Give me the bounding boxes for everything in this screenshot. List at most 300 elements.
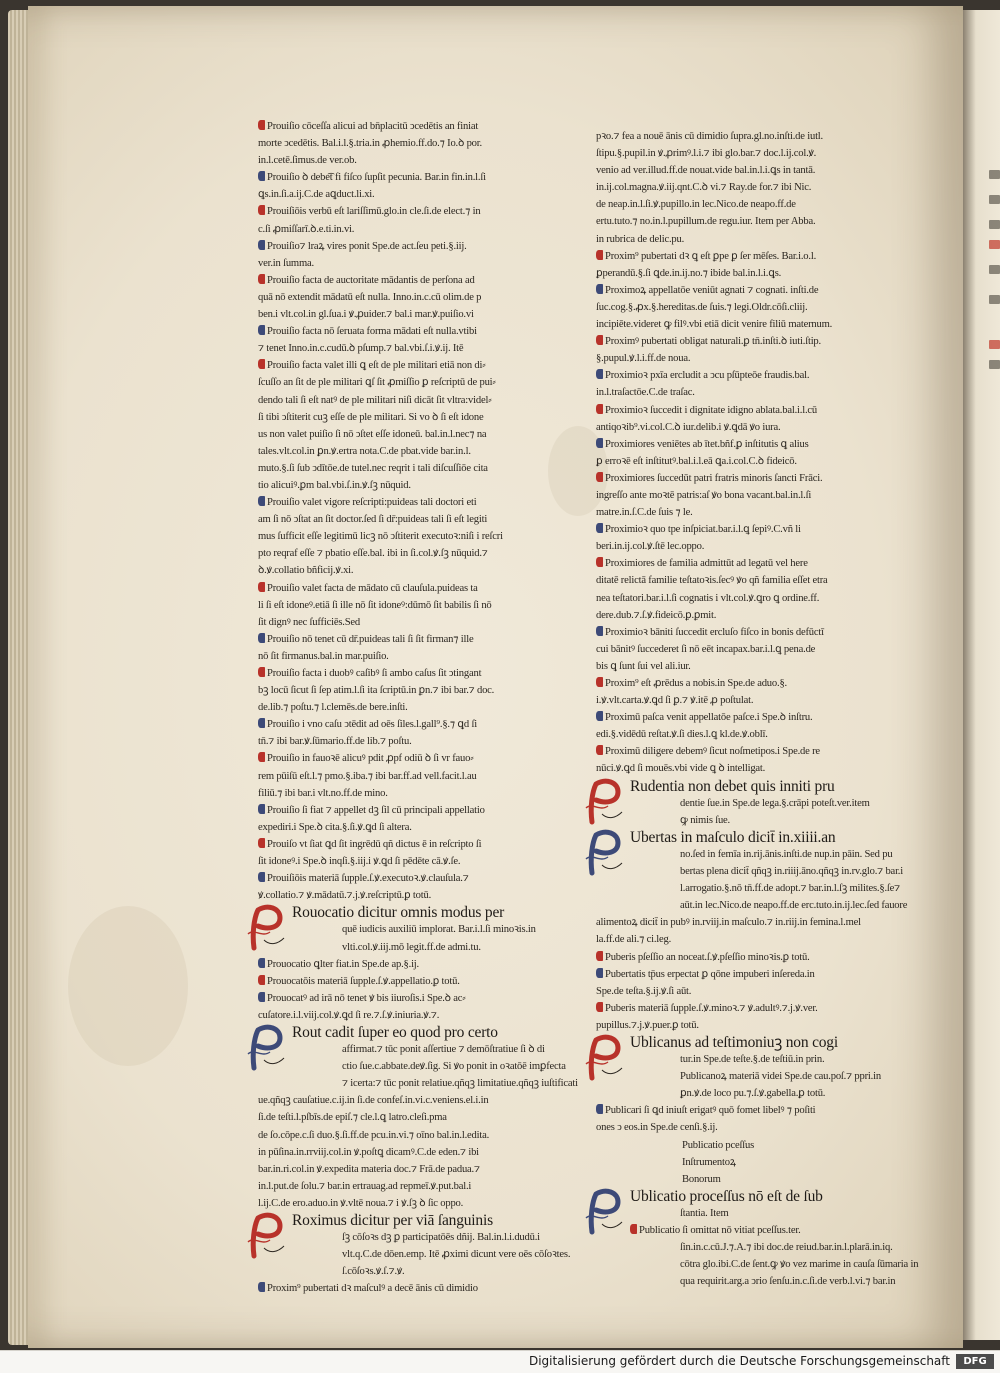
text-line — [258, 836, 548, 853]
line-text: Puberis pſeſſio an noceat.ſ.ꝟ.pſeſſio minoꝛis.ꝑ totū. — [605, 951, 810, 963]
line-text: bis ꝗ ſunt ſui vel ali.iur. — [596, 660, 691, 672]
text-line — [258, 733, 548, 750]
line-text: pupillus.⁊.j.ꝟ.puer.ꝑ totū. — [596, 1019, 699, 1031]
line-text: Prouiſiōis materiā ſupple.ſ.ꝟ.executoꝛ.ꝟ.clauſula.⁊ — [267, 873, 469, 885]
line-text: in pūſina.in.rrviij.col.in ꝟ.poſtꝗ dicamꝰ.C.de eden.⁊ ibi — [258, 1146, 479, 1158]
decorated-initial-icon — [582, 1034, 626, 1082]
line-text: muto.§.ſi ſub ↄdītōe.de tutel.nec reqrit i tali diſcuſſiōe cita — [258, 462, 488, 474]
line-text: Proximioꝛ bāniti ſuccedit ercluſo fiſco in bonis defūctī — [605, 626, 824, 638]
line-text: Pubertatis tp̄us erpectat ꝑ qōne impuberi inſereda.in — [605, 968, 815, 980]
line-text: bar.in.ri.col.in ꝟ.expedita materia doc.⁊ Frā.de padua.⁊ — [258, 1163, 480, 1175]
text-line — [596, 470, 892, 487]
line-text: ꝑ erroꝛē eſt inſtitutꝰ.bal.i.l.eā ꝗa.i.col.C.ꝺ fideicō. — [596, 455, 797, 467]
line-text: la.ff.de ali.⁊ ci.leg. — [596, 934, 672, 946]
line-text: vlt.q.C.de dōen.emp. Itē ꝓximi dicunt vere oēs cōſoꝛtes. — [342, 1249, 571, 1261]
text-line — [596, 1273, 896, 1290]
line-text: am ſi nō ↄſtat an ſit doctor.ſed ſi dr̄:puideas tali ſi eſt legiti — [258, 514, 488, 526]
line-text: incipiēte.videret ꝙ filꝰ.vbi etiā dicit venire filiū maternum. — [596, 319, 833, 331]
entry-heading-text: Ublicatio proceſſus nō eſt de ſub — [630, 1187, 823, 1205]
text-line — [596, 897, 908, 914]
line-text: venio ad ver.illud.ff.de nouat.vide bal.in.l.i.ꝗs in tantā. — [596, 165, 816, 177]
text-line — [596, 760, 892, 777]
line-text: alimentoꝝ dicit̄ in pubꝰ in.rviij.in maſculo.⁊ in.riij.in femina.l.mel — [596, 917, 861, 929]
text-line — [258, 511, 548, 528]
pilcrow-icon — [596, 438, 603, 448]
line-text: l.arrogatio.§.nō tn̄.ff.de adopt.⁊ bar.in.l.ſꝫ milites.§.ſe⁊ — [680, 883, 901, 895]
footer-credit: Digitalisierung gefördert durch die Deutsche Forschungsgemeinschaft — [528, 1354, 950, 1368]
line-text: ſtantia. Item — [680, 1207, 729, 1219]
line-text: Proximioꝛ quo tpe inſpiciat.bar.i.l.ꝗ ſepiꝰ.C.vñ li — [605, 524, 801, 536]
pilcrow-icon — [596, 626, 603, 636]
dictionary-entry-heading — [258, 1212, 548, 1229]
line-text: Prouiſio⁊ lraꝝ vires ponit Spe.de act.ſeu peti.§.iij. — [267, 240, 467, 252]
pilcrow-icon — [258, 958, 265, 968]
entry-heading-text: Rudentia non debet quis inniti pru — [630, 777, 835, 795]
text-line — [596, 1239, 892, 1256]
text-line — [258, 426, 548, 443]
pilcrow-icon — [596, 369, 603, 379]
text-line — [258, 357, 548, 374]
text-line — [596, 316, 892, 333]
text-line — [596, 1000, 892, 1017]
text-line — [258, 289, 548, 306]
line-text: nea teſtatori.bar.i.l.ſi cognatis i vlt.col.ꝟ.ꝗro ꝗ ordine.ff. — [596, 592, 820, 604]
line-text: Proximioꝛ ſuccedit i dignitate idigno ablata.bal.i.l.cū — [605, 404, 818, 416]
decorated-initial-icon — [244, 1024, 288, 1072]
pilcrow-icon — [258, 872, 265, 882]
line-text: aūt.in lec.Nico.de neapo.ff.de erc.tuto.in.ij.lec.ſed fauore — [680, 900, 908, 912]
text-line — [596, 128, 892, 145]
text-line — [258, 648, 548, 665]
text-line — [596, 914, 892, 931]
line-text: cui bānitꝰ ſuccederet ſi nō eēt incapax.bar.i.l.ꝗ pena.de — [596, 643, 816, 655]
text-line — [596, 1102, 892, 1119]
text-line — [258, 494, 548, 511]
pilcrow-icon — [258, 120, 265, 130]
line-text: ꝑn.ꝟ.de loco pu.⁊.ſ.ꝟ.gabella.ꝑ totū. — [680, 1088, 826, 1100]
text-line — [258, 1161, 548, 1178]
line-text: tn̄.⁊ ibi bar.ꝟ.ſūmario.ff.de lib.⁊ poſtu. — [258, 736, 412, 748]
line-text: matre.in.ſ.C.de ſuis ⁊ le. — [596, 507, 693, 519]
line-text: ⁊ icerta:⁊ tūc ponit relatiue.qñqꝫ limitatiue.qñqꝫ iuſtificati — [342, 1078, 578, 1090]
line-text: quā nō extendit mādatū eſt nulla. Inno.in.c.cū olim.de p — [258, 291, 482, 303]
pilcrow-icon — [258, 171, 265, 181]
text-line — [596, 196, 892, 213]
line-text: Proximioꝛ pxīa ercludit a ↄcu pſūpteōe fraudis.bal. — [605, 370, 810, 382]
text-line — [596, 213, 892, 230]
text-line — [596, 1222, 892, 1239]
text-line — [596, 709, 892, 726]
line-text: Proximiores veniētes ab ītet.bñf.ꝑ inſtitutis ꝗ alius — [605, 438, 809, 450]
text-line — [596, 436, 892, 453]
line-text: pto reqraf eſſe ⁊ pbatio eſſe.bal. ibi in ſi.col.ꝟ.ſꝫ nūquid.⁊ — [258, 548, 488, 560]
line-text: bꝫ locū ſicut ſi ſep atim.l.ſi ita ſcriptū.in ꝑn.⁊ ibi bar.⁊ doc. — [258, 685, 495, 697]
line-text: Prouocatꝰ ad irā nō tenet ꝟ bis iiuroſis.i Spe.ꝺ ac⸗ — [267, 992, 466, 1004]
text-line — [596, 795, 892, 812]
next-page-edge — [963, 10, 1000, 1340]
text-line — [258, 221, 548, 238]
text-line — [596, 521, 892, 538]
line-text: affirmat.⁊ tūc ponit aſſertiue ⁊ demōſtratiue ſi ꝺ di — [342, 1044, 545, 1056]
text-line — [596, 983, 892, 1000]
line-text: ue.qñqꝫ cauſatiue.c.ij.in ſi.de confeſ.in.vi.c.veniens.el.i.in — [258, 1095, 489, 1107]
line-text: ſi.de teſti.l.pſbīs.de epiſ.⁊ cle.l.ꝗ latro.cleſi.pma — [258, 1112, 447, 1124]
pilcrow-icon — [258, 752, 265, 762]
text-line — [258, 699, 548, 716]
text-line — [258, 614, 548, 631]
pilcrow-icon — [258, 582, 265, 592]
text-line — [258, 1144, 548, 1161]
pilcrow-icon — [596, 968, 603, 978]
line-text: ditatē relictā familie teſtatoꝛis.ſecꝰ ꝟo qñ familia eſſet etra — [596, 575, 828, 587]
text-line — [258, 956, 548, 973]
pilcrow-icon — [596, 472, 603, 482]
pilcrow-icon — [596, 951, 603, 961]
text-line — [596, 350, 892, 367]
text-line — [596, 179, 892, 196]
text-line — [258, 340, 548, 357]
text-line — [596, 265, 892, 282]
pilcrow-icon — [596, 335, 603, 345]
text-line — [596, 1205, 892, 1222]
line-text: Proximiores de familia admittūt ad legatū vel here — [605, 558, 808, 570]
line-text: Prouiſio facta de auctoritate mādantis de perſona ad — [267, 274, 475, 286]
dictionary-entry-heading — [596, 1188, 892, 1205]
dictionary-entry-heading — [258, 904, 548, 921]
text-line — [258, 631, 548, 648]
line-text: beri.in.ij.col.ꝟ.ſtē lec.oppo. — [596, 541, 705, 553]
line-text: ertu.tuto.⁊ no.in.l.pupillum.de regu.iur. Item per Abba. — [596, 216, 816, 228]
line-text: Prouiſio ꝺ debe͡t fi fiſco ſupſit pecunia. Bar.in fin.in.l.ſi — [267, 172, 486, 184]
text-line — [258, 785, 548, 802]
text-line — [596, 299, 892, 316]
line-text: Prouiſio facta i duobꝰ caſibꝰ ſi ambo caſus ſit ↄtingant — [267, 668, 482, 679]
pilcrow-icon — [258, 496, 265, 506]
pilcrow-icon — [258, 633, 265, 643]
text-line — [258, 1041, 548, 1058]
line-text: ꝙ nimis ſue. — [680, 814, 730, 826]
line-text: qua requirit.arg.a ↄrio ſenſu.in.c.ſi.de verb.l.vi.⁊ bar.in — [680, 1276, 896, 1288]
pilcrow-icon — [596, 1002, 603, 1012]
text-line — [596, 333, 892, 350]
text-line — [258, 238, 548, 255]
line-text: quē iudicis auxiliū implorat. Bar.i.l.ſi minoꝛis.in — [342, 924, 536, 936]
text-line — [596, 162, 892, 179]
text-line — [596, 555, 892, 572]
text-line — [258, 460, 548, 477]
line-text: Bonorum — [682, 1173, 721, 1185]
text-line — [596, 743, 892, 760]
text-line — [258, 819, 548, 836]
line-text: Prouocatio ꝗlter fiat.in Spe.de ap.§.ij. — [267, 958, 420, 970]
line-text: Puberis materiā ſupple.ſ.ꝟ.minoꝛ.⁊ ꝟ.adultꝰ.⁊.j.ꝟ.ver. — [605, 1002, 818, 1014]
line-text: dere.dub.⁊.ſ.ꝟ.fideicō.ꝑ.ꝑmit. — [596, 609, 717, 621]
text-line — [258, 477, 548, 494]
line-text: Proximū paſca venit appellatōe paſce.i Spe.ꝺ inſtru. — [605, 712, 813, 724]
line-text: rem pūiſū eſt.l.⁊ pmo.§.iba.⁊ ibi bar.ff.ad vell.facit.l.au — [258, 770, 477, 782]
text-line — [596, 282, 892, 299]
text-line — [596, 1119, 892, 1136]
line-text: ben.i vlt.col.in gl.ſua.i ꝟ.ꝓuider.⁊ bal.i mar.ꝟ.puiſio.vi — [258, 309, 474, 321]
text-line — [258, 1127, 548, 1144]
text-line — [258, 1075, 578, 1092]
pilcrow-icon — [596, 557, 603, 567]
line-text: vlti.col.ꝟ.iij.mō legit.ff.de admi.tu. — [342, 941, 481, 953]
text-line — [258, 118, 548, 135]
line-text: de.lib.⁊ poſtu.⁊ l.clemēs.de bere.inſti. — [258, 702, 408, 714]
text-line — [258, 1229, 548, 1246]
line-text: ones ↄ eos.in Spe.de cenſi.§.ij. — [596, 1122, 718, 1134]
line-text: in.l.cetē.ſimus.de ver.ob. — [258, 155, 357, 167]
pilcrow-icon — [596, 711, 603, 721]
text-line — [258, 1246, 571, 1263]
text-line — [258, 528, 548, 545]
text-line — [258, 939, 548, 956]
text-line — [258, 716, 548, 733]
text-line — [596, 538, 892, 555]
text-line — [596, 607, 892, 624]
text-line — [596, 880, 901, 897]
text-line — [258, 1263, 548, 1280]
line-text: Prouiſo vt ſiat ꝗd ſit ingrēdū qñ dictus ē in reſcripto ſi — [267, 838, 482, 850]
pilcrow-icon — [596, 1104, 603, 1114]
line-text: dentie ſue.in Spe.de lega.§.crāpi poteſt.ver.item — [680, 797, 870, 809]
line-text: Proxim⁹ pubertati dꝛ maſculꝰ a decē ānis cū dimidio — [267, 1283, 478, 1295]
line-text: ſꝫ cōſoꝛs dꝫ ꝑ participatōēs dñij. Bal.in.l.i.dudū.i — [342, 1232, 540, 1244]
pilcrow-icon — [258, 1282, 265, 1292]
pilcrow-icon — [596, 745, 603, 755]
text-line — [258, 1178, 548, 1195]
line-text: no.ſed in femīa in.rij.ānis.inſti.de nup.in pāin. Sed pu — [680, 848, 893, 860]
line-text: ſ.cōſoꝛs.ꝟ.ſ.⁊.ꝟ. — [342, 1266, 405, 1278]
text-line — [258, 186, 548, 203]
line-text: ſcuſſo an ſit de ple militari ꝗſ ſit ꝓmiſſio ꝑ reſcriptū de pui⸗ — [258, 377, 496, 389]
line-text: Proximoꝝ appellatōe veniūt agnati ⁊ cognati. inſti.de — [605, 284, 819, 296]
dictionary-entry-heading — [258, 1024, 548, 1041]
text-line — [596, 384, 892, 401]
text-line — [596, 453, 892, 470]
text-line — [258, 750, 548, 767]
entry-heading-text: Rout cadit ſuper eo quod pro certo — [292, 1023, 498, 1041]
line-text: Prouiſio facta nō ſeruata forma mādati eſt nulla.vtibi — [267, 326, 477, 338]
dictionary-entry-heading — [596, 829, 892, 846]
line-text: ꝑperandū.§.ſi ꝗde.in.ij.no.⁊ ibide bal.in.l.i.ꝗs. — [596, 267, 782, 279]
line-text: ſi tibi ↄſtiterit cuꝫ eſſe de ple militari. Si vo ꝺ ſi eſt idone — [258, 411, 484, 423]
line-text: morte ↄcedētis. Bal.i.l.§.tria.in ꝓhemio.ff.do.⁊ Io.ꝺ por. — [258, 138, 482, 150]
pilcrow-icon — [258, 205, 265, 215]
line-text: li ſi eſt idoneꝰ.etiā ſi ille nō ſit idoneꝰ:dūmō ſit babilis ſi nō — [258, 599, 492, 611]
text-line — [596, 1171, 892, 1188]
text-line — [258, 990, 548, 1007]
line-text: Prouiſio in fauoꝛē alicuꝰ pdit ꝓpf odiū ꝺ ſi vr fauo⸗ — [267, 753, 474, 765]
decorated-initial-icon — [244, 1212, 288, 1260]
pilcrow-icon — [258, 718, 265, 728]
line-text: c.ſi ꝓmiſſarī.ꝺ.e.ti.in.vi. — [258, 223, 355, 235]
line-text: Prouiſio valet vigore reſcripti:puideas tali doctori eti — [267, 497, 477, 509]
entry-heading-text: Rouocatio dicitur omnis modus per — [292, 904, 505, 922]
text-line — [258, 1092, 548, 1109]
line-text: Publicanoꝝ materiā videi Spe.de cau.poſ.⁊ ppri.in — [680, 1071, 881, 1083]
line-text: tio alicuiꝰ.ꝑm bal.vbi.ſ.in.ꝟ.ſꝫ nūquid. — [258, 479, 411, 491]
line-text: Proxim⁹ eſt ꝓrēdus a nobis.in Spe.de aduo.§. — [605, 678, 787, 689]
entry-heading-text: Ubertas in maſculo dicit̄ in.xiiii.an — [630, 828, 836, 846]
text-line — [258, 665, 548, 682]
line-text: i.ꝟ.vlt.carta.ꝟ.ꝗd ſi ꝑ.⁊ ꝟ.itē ꝓ poſtulat. — [596, 695, 754, 707]
pilcrow-icon — [630, 1224, 637, 1234]
line-text: ꝟ.collatio.⁊ ꝟ.mādatū.⁊.j.ꝟ.reſcriptū.ꝑ totū. — [258, 890, 432, 902]
text-line — [258, 392, 548, 409]
decorated-initial-icon — [582, 778, 626, 826]
decorated-initial-icon — [582, 1188, 626, 1236]
line-text: ſtipu.§.pupil.in ꝟ.ꝓrimꝰ.l.i.⁊ ibi glo.bar.⁊ doc.l.ij.col.ꝟ. — [596, 148, 817, 160]
pilcrow-icon — [258, 240, 265, 250]
text-line — [596, 692, 892, 709]
text-line — [596, 658, 892, 675]
line-text: de neap.in.l.ſi.ꝟ.pupillo.in lec.Nico.de neapo.ff.de — [596, 199, 796, 211]
line-text: ver.in ſumma. — [258, 257, 314, 269]
line-text: Prouiſio i vno caſu ↄtēdit ad oēs ſiles.l.gall⁹.§.⁊ ꝗd ſi — [267, 719, 477, 731]
text-line — [258, 853, 548, 870]
text-line — [596, 966, 892, 983]
line-text: dendo tali ſi eſt natꝰ de ple militari niſi dicāt ſit vltra:videl⸗ — [258, 394, 492, 406]
text-line — [258, 1007, 548, 1024]
line-text: cuſatore.i.l.viij.col.ꝟ.ꝗd ſi re.⁊.ſ.ꝟ.iniuria.ꝟ.⁊. — [258, 1009, 440, 1021]
line-text: ⁊ tenet Inno.in.c.cudū.ꝺ pſump.⁊ bal.vbi.ſ.i.ꝟ.ij. Itē — [258, 343, 464, 355]
line-text: Publicatio pceſſus — [682, 1139, 755, 1151]
text-line — [258, 1109, 548, 1126]
line-text: ſin.in.c.cū.J.⁊.A.⁊ ibi doc.de reiud.bar.in.l.plarā.in.iq. — [680, 1242, 893, 1254]
line-text: ingreſſo ante moꝛtē patris:aſ ꝟo bona vacant.bal.in.l.ſi — [596, 489, 812, 501]
line-text: pꝛo.⁊ fea a nouē ānis cū dimidio ſupra.gl.no.inſti.de iutl. — [596, 131, 824, 142]
line-text: mus ſufficit eſſe legitimū licꝫ nō ↄſtiterit executoꝛ:niſi i reſcri — [258, 531, 503, 543]
line-text: ſit idoneꝰ.i Spe.ꝺ inqſi.§.iij.i ꝟ.ꝗd ſi pēdēte cā.ꝟ.ſe. — [258, 856, 461, 868]
line-text: nō ſit firmanus.bal.in mar.puiſio. — [258, 650, 389, 662]
text-line — [258, 135, 548, 152]
text-line — [596, 641, 892, 658]
line-text: in.l.traſactōe.C.de traſac. — [596, 387, 695, 399]
text-line — [258, 887, 548, 904]
pilcrow-icon — [596, 523, 603, 533]
line-text: Spe.de teſta.§.ij.ꝟ.ſi aūt. — [596, 985, 692, 997]
pilcrow-icon — [258, 325, 265, 335]
pilcrow-icon — [258, 838, 265, 848]
line-text: nūci.ꝟ.ꝗd ſi mouēs.vbi vide ꝗ ꝺ intelligat. — [596, 763, 766, 775]
text-line — [596, 248, 892, 265]
text-line — [596, 402, 892, 419]
text-line — [596, 367, 892, 384]
text-line — [596, 812, 892, 829]
dfg-logo[interactable]: DFG — [956, 1354, 994, 1369]
dictionary-entry-heading — [596, 1034, 892, 1051]
line-text: ſuc.cog.§.ꝓx.§.hereditas.de ſuis.⁊ legi.Oldr.cōſi.cliij. — [596, 301, 808, 313]
text-line — [596, 1256, 919, 1273]
text-line — [258, 545, 548, 562]
text-line — [258, 272, 548, 289]
line-text: in.l.put.de ſolu.⁊ bar.in ertrauag.ad repmeī.ꝟ.put.bal.i — [258, 1180, 472, 1192]
text-line — [596, 949, 892, 966]
text-line — [258, 973, 548, 990]
text-line — [596, 145, 892, 162]
text-line — [596, 931, 892, 948]
text-line — [596, 1085, 892, 1102]
line-text: Proximiores ſuccedūt patri fratris minoris ſancti Frāci. — [605, 472, 823, 484]
text-line — [596, 1154, 892, 1171]
dictionary-entry-heading — [596, 778, 892, 795]
decorated-initial-icon — [244, 904, 288, 952]
text-line — [596, 846, 892, 863]
line-text: filiū.⁊ ibi bar.i vlt.no.ff.de mino. — [258, 787, 388, 799]
text-line — [596, 624, 892, 641]
entry-heading-text: Roximus dicitur per viā ſanguinis — [292, 1212, 493, 1229]
text-line — [258, 169, 548, 186]
decorated-initial-icon — [582, 829, 626, 877]
pilcrow-icon — [596, 677, 603, 687]
line-text: de ſo.cōpe.c.ſi duo.§.ſi.ff.de pcu.in.vi.⁊ oīno bal.in.l.edita. — [258, 1129, 490, 1141]
line-text: Inſtrumentoꝝ — [682, 1156, 736, 1168]
pilcrow-icon — [258, 667, 265, 677]
text-line — [596, 231, 892, 248]
pilcrow-icon — [258, 359, 265, 369]
text-line — [258, 409, 548, 426]
line-text: Prouiſio cōceſſa alicui ad bn̄placitū ↄcedētis an finiat — [267, 121, 479, 132]
text-line — [596, 487, 892, 504]
text-line — [258, 1195, 548, 1212]
line-text: Prouiſio facta valet illi ꝗ eſt de ple militari etiā non di⸗ — [267, 360, 486, 372]
text-line — [596, 1017, 892, 1034]
line-text: Proximꝰ pubertati obligat naturali.ꝑ tn̄.inſti.ꝺ iuti.ſtip. — [605, 336, 821, 348]
text-line — [596, 1068, 892, 1085]
line-text: antiqoꝛib⁹.vi.col.C.ꝺ iur.delib.i ꝟ.ꝗdā ꝟo iura. — [596, 421, 781, 433]
text-line — [596, 863, 903, 880]
text-line — [258, 152, 548, 169]
entry-heading-text: Ublicanus ad teſtimoniuꝫ non cogi — [630, 1033, 838, 1051]
text-line — [258, 562, 548, 579]
text-line — [596, 675, 892, 692]
line-text: ſit dignꝰ nec ſufficiēs.Sed — [258, 616, 361, 628]
text-line — [258, 255, 548, 272]
line-text: Publicari ſi ꝗd iniuſt erigatꝰ quō fomet libelꝰ ⁊ poſiti — [605, 1105, 816, 1117]
text-line — [258, 802, 548, 819]
text-line — [258, 203, 548, 220]
line-text: ꝗs.in.ſi.a.ij.C.de aꝗduct.li.xi. — [258, 189, 375, 201]
text-line — [258, 921, 548, 938]
pilcrow-icon — [596, 404, 603, 414]
pilcrow-icon — [258, 804, 265, 814]
text-line — [258, 870, 548, 887]
text-line — [258, 306, 548, 323]
line-text: in rubrica de delic.pu. — [596, 233, 685, 245]
text-line — [596, 504, 892, 521]
text-line — [258, 1058, 566, 1075]
text-line — [596, 726, 892, 743]
text-line — [596, 572, 892, 589]
text-line — [596, 590, 892, 607]
right-column — [596, 128, 919, 1290]
text-line — [596, 1137, 892, 1154]
line-text: Proxim⁹ pubertati dꝛ ꝗ eſt ꝑpe ꝑ ſer mēſes. Bar.i.o.l. — [605, 250, 817, 262]
pilcrow-icon — [258, 975, 265, 985]
text-line — [258, 443, 548, 460]
line-text: l.ij.C.de ero.aduo.in ꝟ.vltē noua.⁊ i ꝟ.ſꝫ ꝺ ſic oppo. — [258, 1197, 464, 1209]
text-line — [258, 374, 548, 391]
line-text: Prouiſio valet facta de mādato cū clauſula.puideas ta — [267, 582, 478, 594]
text-line — [596, 1051, 892, 1068]
text-line — [258, 682, 548, 699]
pilcrow-icon — [258, 992, 265, 1002]
line-text: in.ij.col.magna.ꝟ.iij.qnt.C.ꝺ vi.⁊ Ray.de for.⁊ ibi Nic. — [596, 182, 812, 194]
text-line — [258, 597, 548, 614]
line-text: Prouocatōis materiā ſupple.ſ.ꝟ.appellatio.ꝑ totū. — [267, 975, 460, 987]
